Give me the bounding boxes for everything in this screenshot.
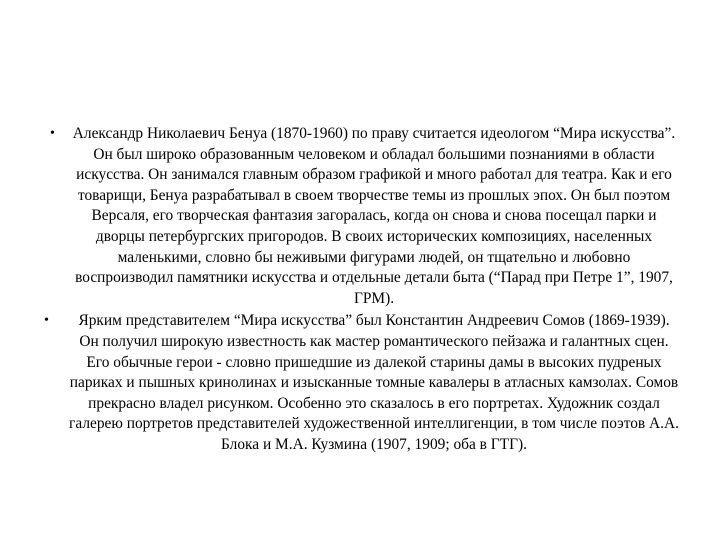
bullet-marker: • xyxy=(50,126,55,141)
bullet-item-somov xyxy=(44,311,680,455)
bullet-text-benois: Александр Николаевич Бенуа (1870-1960) по праву считается идеологом “Мира искусства”. Он был широко образованным человеком и обладал большими познаниями в области искусства. Он занимался главным образом графикой и много работал для театра. Как и его товарищи, Бенуа разрабатывал в своем творчестве темы из прошлых эпох. Он был поэтом Версаля, его творческая фантазия загоралась, когда он снова и снова посещал парки и дворцы петербургских пригородов. В своих исторических композициях, населенных маленькими, словно бы неживыми фигурами людей, он тщательно и любовно воспроизводил памятники искусства и отдельные детали быта (“Парад при Петре 1”, 1907, ГРМ). xyxy=(72,125,676,307)
bullet-marker: • xyxy=(44,313,49,329)
bullet-text-somov: Ярким представителем “Мира искусства” был Константин Андреевич Сомов (1869-1939). Он получил широкую известность как мастер романтического пейзажа и галантных сцен. Его обычные герои - словно пришедшие из далекой старины дамы в высоких пудреных париках и пышных кринолинах и изысканные томные кавалеры в атласных камзолах. Сомов прекрасно владел рисунком. Особенно это сказалось в его портретах. Художник создал галерею портретов представителей художественной интеллигенции, в том числе поэтов А.А. Блока и М.А. Кузмина (1907, 1909; оба в ГТГ). xyxy=(69,312,679,453)
bullet-list xyxy=(0,124,720,456)
bullet-item-benois xyxy=(50,124,680,309)
